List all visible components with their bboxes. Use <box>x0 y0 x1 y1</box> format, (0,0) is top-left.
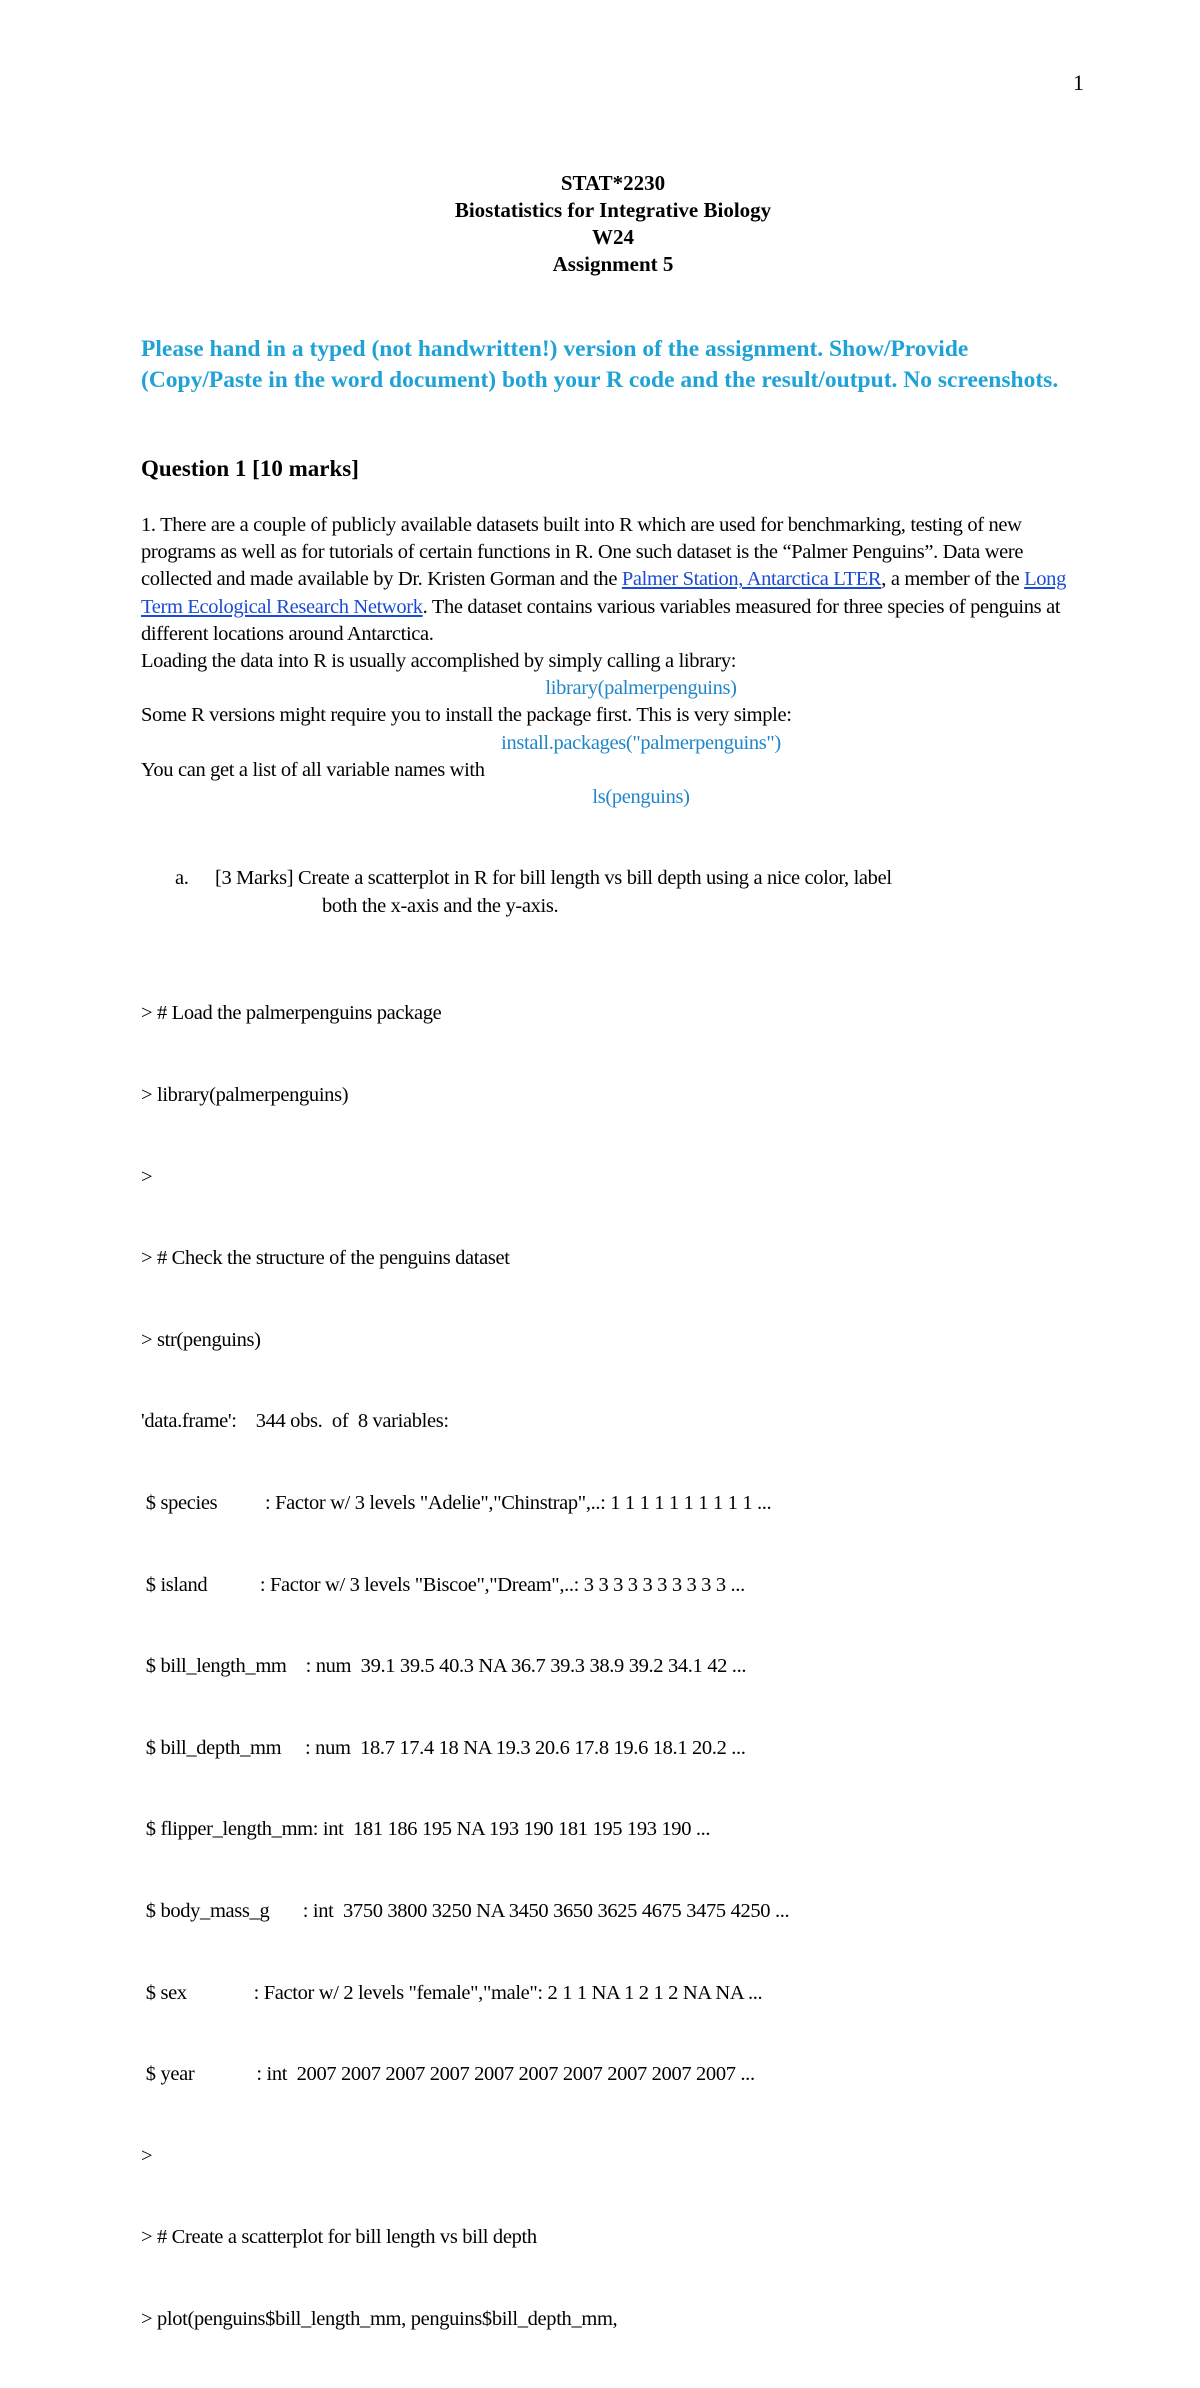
console-line: > <box>141 1165 153 1188</box>
page-number: 1 <box>1073 70 1084 95</box>
code-library: library(palmerpenguins) <box>545 677 737 700</box>
question-1-heading: Question 1 [10 marks] <box>141 456 359 481</box>
console-line: > library(palmerpenguins) <box>141 1084 349 1106</box>
list-text: You can get a list of all variable names with <box>141 758 485 781</box>
console-line: $ body_mass_g : int 3750 3800 3250 NA 3450 3650 3625 4675 3475 4250 ... <box>141 1899 790 1922</box>
console-line: $ bill_depth_mm : num 18.7 17.4 18 NA 19.3 20.6 17.8 19.6 18.1 20.2 ... <box>141 1736 746 1759</box>
console-line: $ sex : Factor w/ 2 levels "female","male": 2 1 1 NA 1 2 1 2 NA NA ... <box>141 1981 763 2004</box>
course-name: Biostatistics for Integrative Biology <box>454 198 772 222</box>
code-install: install.packages("palmerpenguins") <box>501 731 781 754</box>
intro-text-1: 1. There are a couple of publicly available datasets built into R which are used for benchmarking, testing of new programs as well as for tutorials of certain functions in R. One such dataset is the “Palmer Penguins”. Data were collected and made available by Dr. Kristen Gorman and the <box>141 514 1024 591</box>
assignment-title: Assignment 5 <box>552 252 674 276</box>
console-line: > # Load the palmerpenguins package <box>141 1002 442 1025</box>
console-line: $ species : Factor w/ 3 levels "Adelie","Chinstrap",..: 1 1 1 1 1 1 1 1 1 1 ... <box>141 1491 772 1514</box>
part-a-line-1: [3 Marks] Create a scatterplot in R for bill length vs bill depth using a nice color, label <box>215 867 892 889</box>
instructions: Please hand in a typed (not handwritten!) version of the assignment. Show/Provide (Copy/Paste in the word document) both your R code and the result/output. No screenshots. <box>141 336 1059 393</box>
palmer-station-link[interactable]: Palmer Station, Antarctica LTER <box>621 568 882 591</box>
install-text: Some R versions might require you to install the package first. This is very simple: <box>141 704 792 727</box>
title-block <box>0 170 1200 278</box>
intro-paragraph <box>141 512 1091 648</box>
part-a <box>175 864 1075 920</box>
console-line: $ flipper_length_mm: int 181 186 195 NA 193 190 181 195 193 190 ... <box>141 1818 711 1841</box>
console-line: 'data.frame': 344 obs. of 8 variables: <box>141 1410 449 1433</box>
console-line: > str(penguins) <box>141 1328 261 1351</box>
question-1-body <box>141 512 1091 811</box>
console-line: > <box>141 2144 153 2167</box>
console-line: $ island : Factor w/ 3 levels "Biscoe","Dream",..: 3 3 3 3 3 3 3 3 3 3 ... <box>141 1573 745 1596</box>
load-text: Loading the data into R is usually accomplished by simply calling a library: <box>141 650 737 673</box>
console-line: > # Create a scatterplot for bill length vs bill depth <box>141 2226 537 2249</box>
r-console-output <box>141 946 1121 2388</box>
intro-text-2: , a member of the <box>881 568 1025 591</box>
part-a-label: a. <box>175 867 189 889</box>
console-line: $ year : int 2007 2007 2007 2007 2007 2007 2007 2007 2007 2007 ... <box>141 2063 755 2086</box>
lter-network-link[interactable]: Long Term Ecological Research Network <box>141 568 1066 618</box>
code-ls: ls(penguins) <box>592 786 690 809</box>
console-line: $ bill_length_mm : num 39.1 39.5 40.3 NA 36.7 39.3 38.9 39.2 34.1 42 ... <box>141 1655 747 1678</box>
course-code: STAT*2230 <box>560 171 666 195</box>
part-a-line-2: both the x-axis and the y-axis. <box>322 895 559 917</box>
console-line: > # Check the structure of the penguins dataset <box>141 1247 510 1270</box>
console-line: > plot(penguins$bill_length_mm, penguins$bill_depth_mm, <box>141 2307 618 2330</box>
intro-text-3: . The dataset contains various variables measured for three species of penguins at different locations around Antarctica. <box>141 595 1061 645</box>
term: W24 <box>592 225 634 249</box>
